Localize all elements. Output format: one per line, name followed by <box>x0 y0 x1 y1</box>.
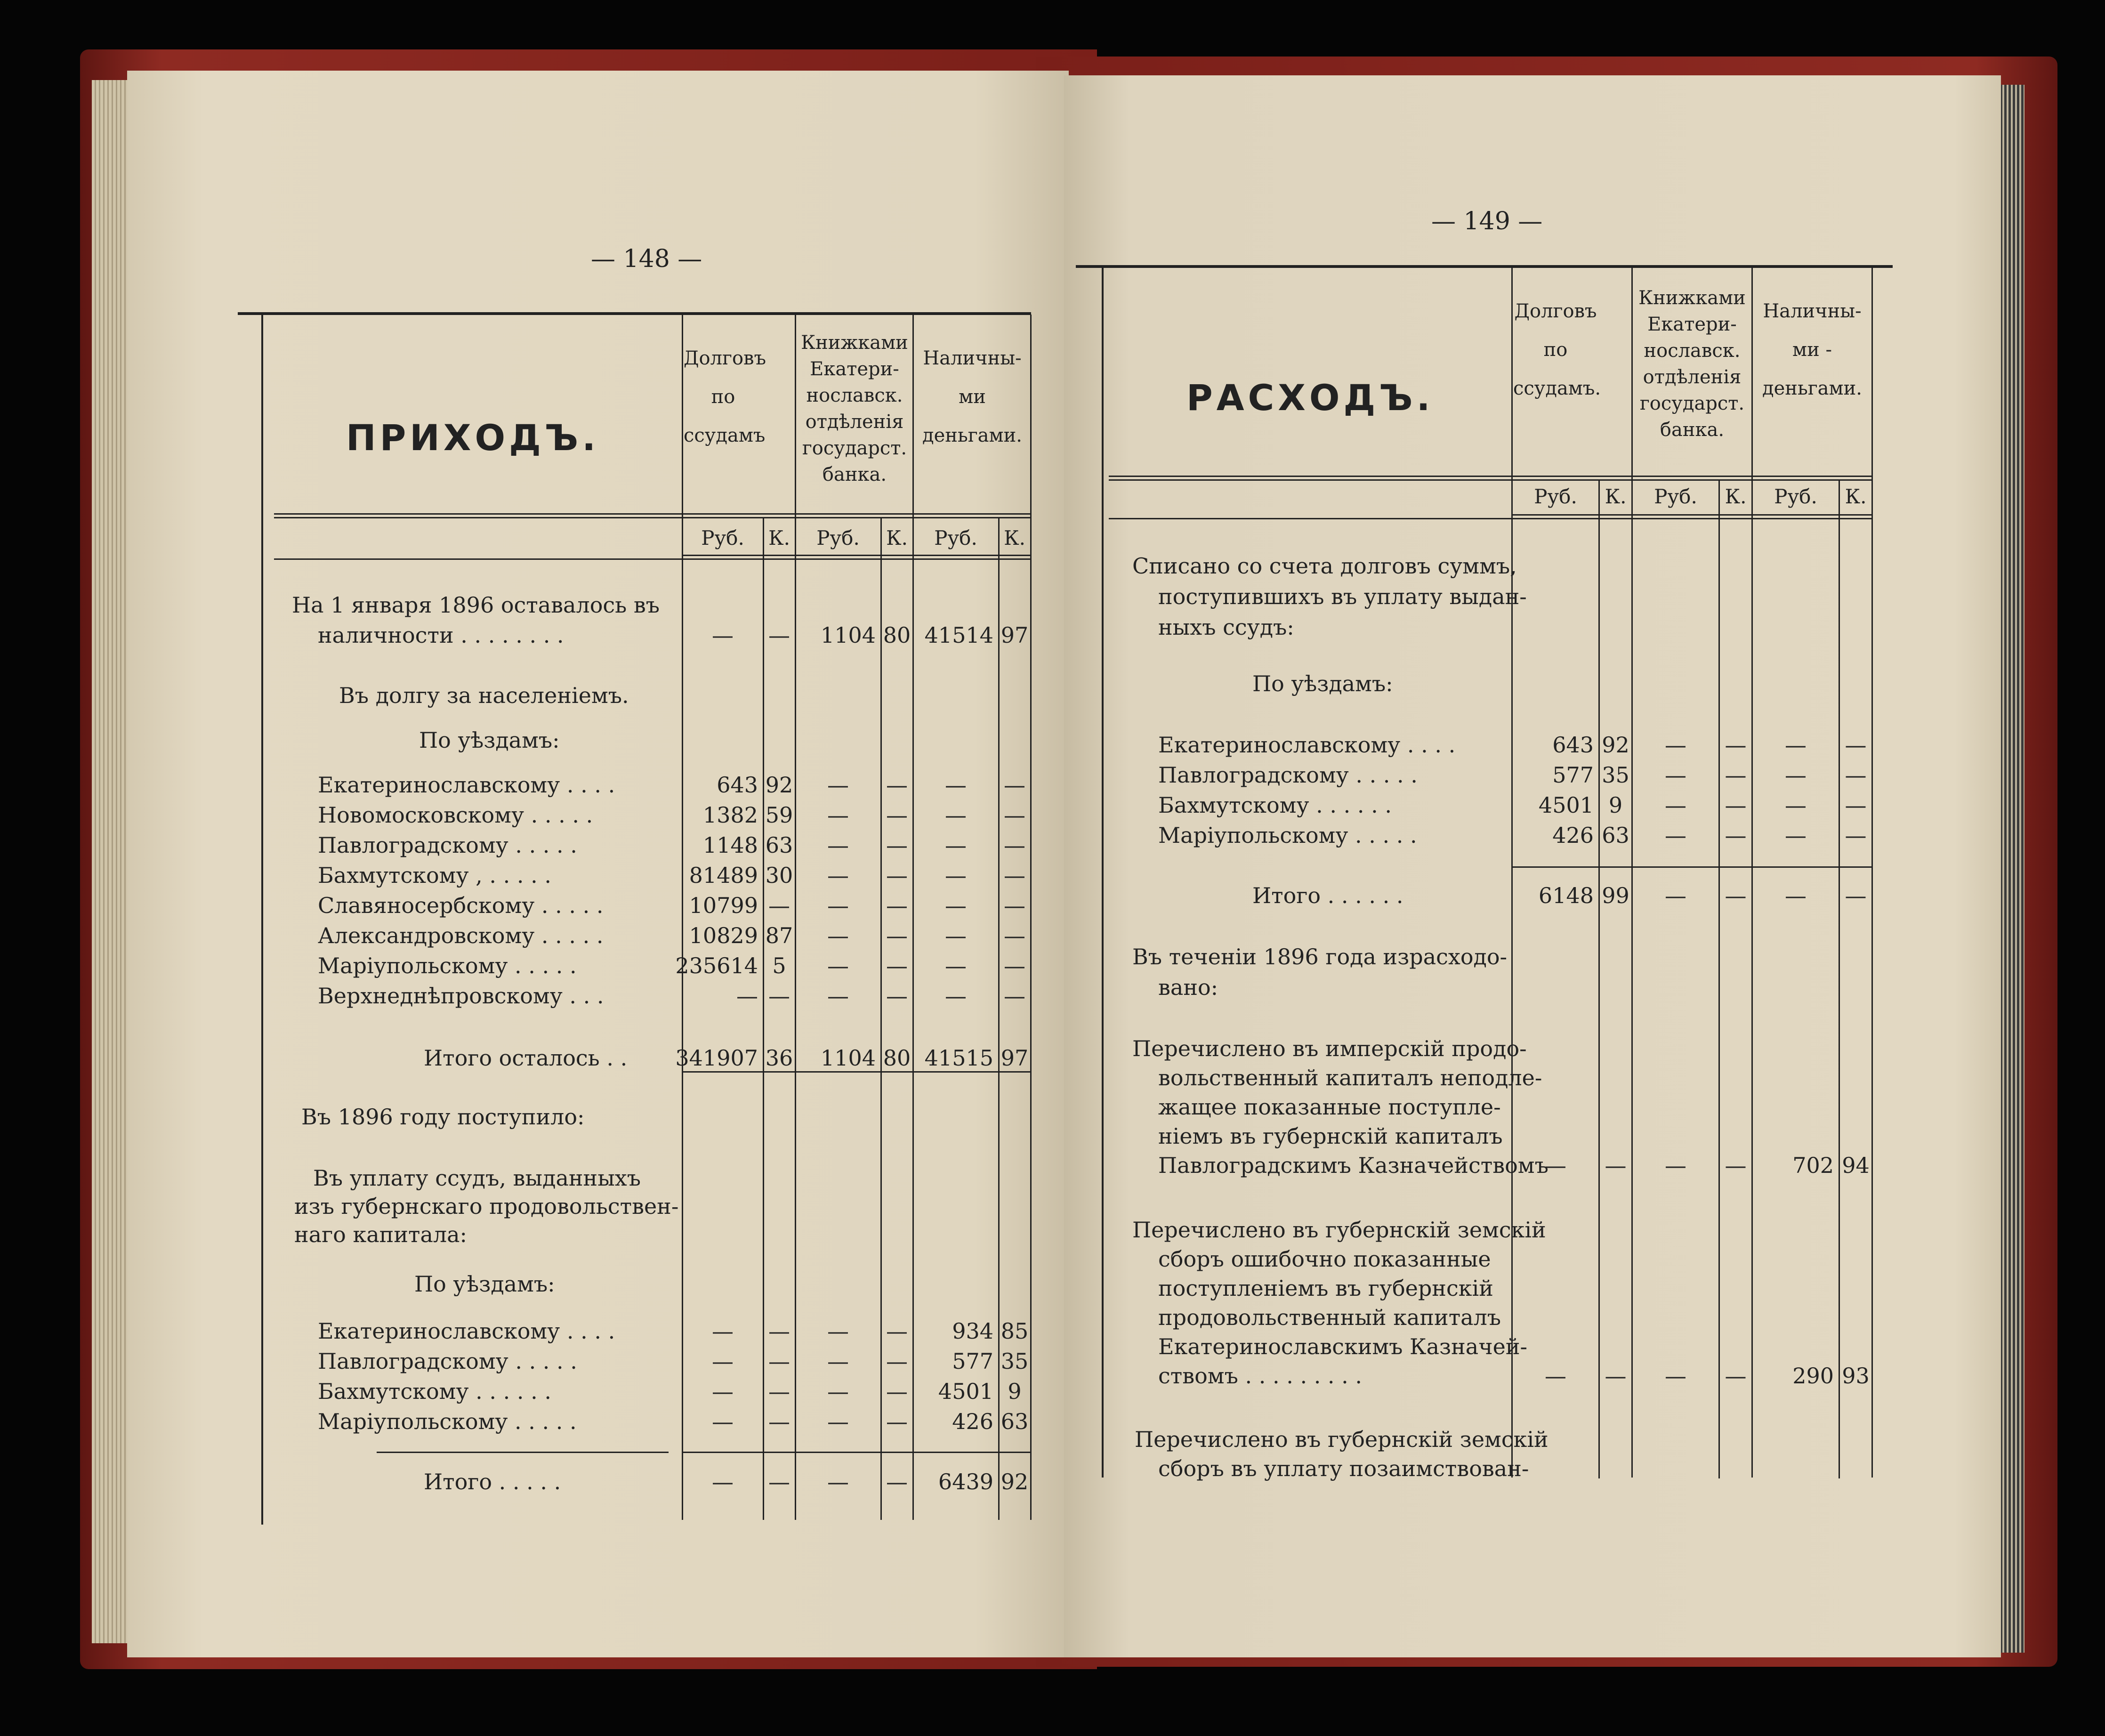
table-cell: 426 <box>1552 823 1594 848</box>
table-cell: — <box>827 863 849 888</box>
table-cell: — <box>945 923 967 948</box>
table-cell: — <box>768 893 790 918</box>
table-cell: — <box>886 772 908 798</box>
table-cell: — <box>827 983 849 1009</box>
table-cell: — <box>1004 983 1025 1009</box>
table-cell: — <box>1004 863 1025 888</box>
table-cell: — <box>1665 792 1686 818</box>
table-cell: — <box>1725 732 1747 758</box>
table-cell: — <box>827 923 849 948</box>
table-cell: — <box>1004 802 1025 828</box>
table-cell: 92 <box>1602 732 1629 758</box>
left-col-debts-header: Долговъ по ссудамъ <box>684 347 766 446</box>
right-col-cash-header: Наличны- ми - деньгами. <box>1762 300 1863 399</box>
table-cell: 92 <box>765 772 793 798</box>
table-cell: — <box>945 983 967 1009</box>
table-cell: — <box>886 1409 908 1434</box>
left-frame-line <box>261 315 263 1525</box>
table-cell: 643 <box>1552 732 1594 758</box>
table-cell: — <box>1004 893 1025 918</box>
table-row-label: Александровскому . . . . . <box>318 923 604 948</box>
table-cell: — <box>736 983 758 1009</box>
table-cell: — <box>886 802 908 828</box>
table-cell: 30 <box>765 863 793 888</box>
table-cell: — <box>768 1318 790 1344</box>
table-cell: 577 <box>1552 762 1594 788</box>
table-row-label: Бахмутскому , . . . . . <box>318 863 551 888</box>
table-row-label: Екатеринославскому . . . . <box>1158 732 1456 758</box>
table-cell: — <box>945 802 967 828</box>
table-row-label: Славяносербскому . . . . . <box>318 893 604 918</box>
table-cell: 63 <box>1602 823 1629 848</box>
table-cell: 1382 <box>702 802 758 828</box>
table-cell: — <box>768 1379 790 1404</box>
table-row-label: Верхнеднѣпровскому . . . <box>318 983 604 1009</box>
table-cell: — <box>827 1409 849 1434</box>
table-row-label: Павлоградскому . . . . . <box>318 1348 577 1374</box>
table-cell: — <box>886 1318 908 1344</box>
table-row-label: Павлоградскому . . . . . <box>318 832 577 858</box>
table-cell: — <box>1665 732 1686 758</box>
right-top-rule <box>1076 265 1893 268</box>
table-cell: — <box>945 863 967 888</box>
table-cell: — <box>945 772 967 798</box>
left-col-cash-header: Наличны- ми деньгами. <box>922 347 1023 446</box>
table-cell: — <box>768 1348 790 1374</box>
table-cell: — <box>1004 923 1025 948</box>
table-cell: — <box>945 832 967 858</box>
table-cell: 35 <box>1000 1348 1029 1374</box>
table-cell: — <box>1785 762 1807 788</box>
table-row-label: Новомосковскому . . . . . <box>318 802 593 828</box>
table-cell: — <box>712 1318 734 1344</box>
table-cell: — <box>827 802 849 828</box>
right-title: РАСХОДЪ. <box>1186 377 1434 419</box>
table-cell: — <box>712 1379 734 1404</box>
table-cell: — <box>945 953 967 978</box>
left-page-number: — 148 — <box>591 245 702 273</box>
table-cell: — <box>827 893 849 918</box>
table-cell: 87 <box>765 923 793 948</box>
table-cell: 35 <box>1602 762 1629 788</box>
table-cell: 10799 <box>689 893 758 918</box>
left-title: ПРИХОДЪ. <box>346 417 600 459</box>
table-cell: 577 <box>952 1348 993 1374</box>
table-cell: 4501 <box>1538 792 1594 818</box>
table-cell: — <box>827 1318 849 1344</box>
table-row-label: Маріупольскому . . . . . <box>318 1409 577 1434</box>
table-row-label: Бахмутскому . . . . . . <box>318 1379 551 1404</box>
table-cell: 59 <box>765 802 793 828</box>
table-cell: 9 <box>1008 1379 1022 1404</box>
table-cell: — <box>1785 732 1807 758</box>
table-cell: — <box>1004 772 1025 798</box>
table-cell: — <box>886 832 908 858</box>
table-cell: — <box>1845 823 1867 848</box>
table-cell: — <box>827 953 849 978</box>
table-cell: — <box>1665 823 1686 848</box>
table-cell: 5 <box>772 953 786 978</box>
right-page-number: — 149 — <box>1431 207 1543 235</box>
table-cell: 10829 <box>689 923 758 948</box>
table-cell: — <box>945 893 967 918</box>
table-cell: — <box>1845 792 1867 818</box>
table-cell: — <box>827 1348 849 1374</box>
table-cell: 85 <box>1000 1318 1029 1344</box>
table-cell: — <box>1004 832 1025 858</box>
table-cell: 81489 <box>689 863 758 888</box>
table-cell: — <box>1785 823 1807 848</box>
table-cell: — <box>1725 792 1747 818</box>
table-cell: — <box>712 1409 734 1434</box>
table-cell: 1148 <box>702 832 758 858</box>
table-cell: — <box>886 1348 908 1374</box>
table-cell: 4501 <box>938 1379 993 1404</box>
left-col-books-header: Книжками Екатери- нославск. отдѣленія государст. банка. <box>801 332 908 485</box>
table-cell: — <box>886 923 908 948</box>
table-cell: 9 <box>1608 792 1623 818</box>
right-col-debts-header: Долговъ по ссудамъ. <box>1513 300 1601 399</box>
table-cell: — <box>712 1348 734 1374</box>
table-cell: — <box>768 1409 790 1434</box>
table-cell: 643 <box>717 772 758 798</box>
table-cell: 63 <box>765 832 793 858</box>
table-cell: 934 <box>952 1318 993 1344</box>
table-cell: — <box>886 863 908 888</box>
table-cell: — <box>1845 762 1867 788</box>
table-cell: 426 <box>952 1409 993 1434</box>
table-cell: 63 <box>1000 1409 1029 1434</box>
table-row-label: Маріупольскому . . . . . <box>318 953 577 978</box>
table-cell: — <box>1845 732 1867 758</box>
table-cell: — <box>827 1379 849 1404</box>
right-col-books-header: Книжками Екатери- нославск. отдѣленія государст. банка. <box>1638 287 1746 441</box>
table-cell: — <box>1785 792 1807 818</box>
table-cell: — <box>1665 762 1686 788</box>
table-cell: — <box>886 1379 908 1404</box>
table-cell: — <box>886 983 908 1009</box>
table-row-label: Екатеринославскому . . . . <box>318 772 615 798</box>
right-frame-line <box>1102 267 1104 1478</box>
table-cell: 235614 <box>675 953 758 978</box>
table-cell: — <box>886 893 908 918</box>
table-row-label: Екатеринославскому . . . . <box>318 1318 615 1344</box>
table-row-label: Маріупольскому . . . . . <box>1158 823 1417 848</box>
table-cell: — <box>1725 823 1747 848</box>
table-row-label: Бахмутскому . . . . . . <box>1158 792 1392 818</box>
table-cell: — <box>827 772 849 798</box>
table-cell: — <box>1004 953 1025 978</box>
table-row-label: Павлоградскому . . . . . <box>1158 762 1418 788</box>
table-cell: — <box>827 832 849 858</box>
table-cell: — <box>1725 762 1747 788</box>
table-cell: — <box>886 953 908 978</box>
table-cell: — <box>768 983 790 1009</box>
